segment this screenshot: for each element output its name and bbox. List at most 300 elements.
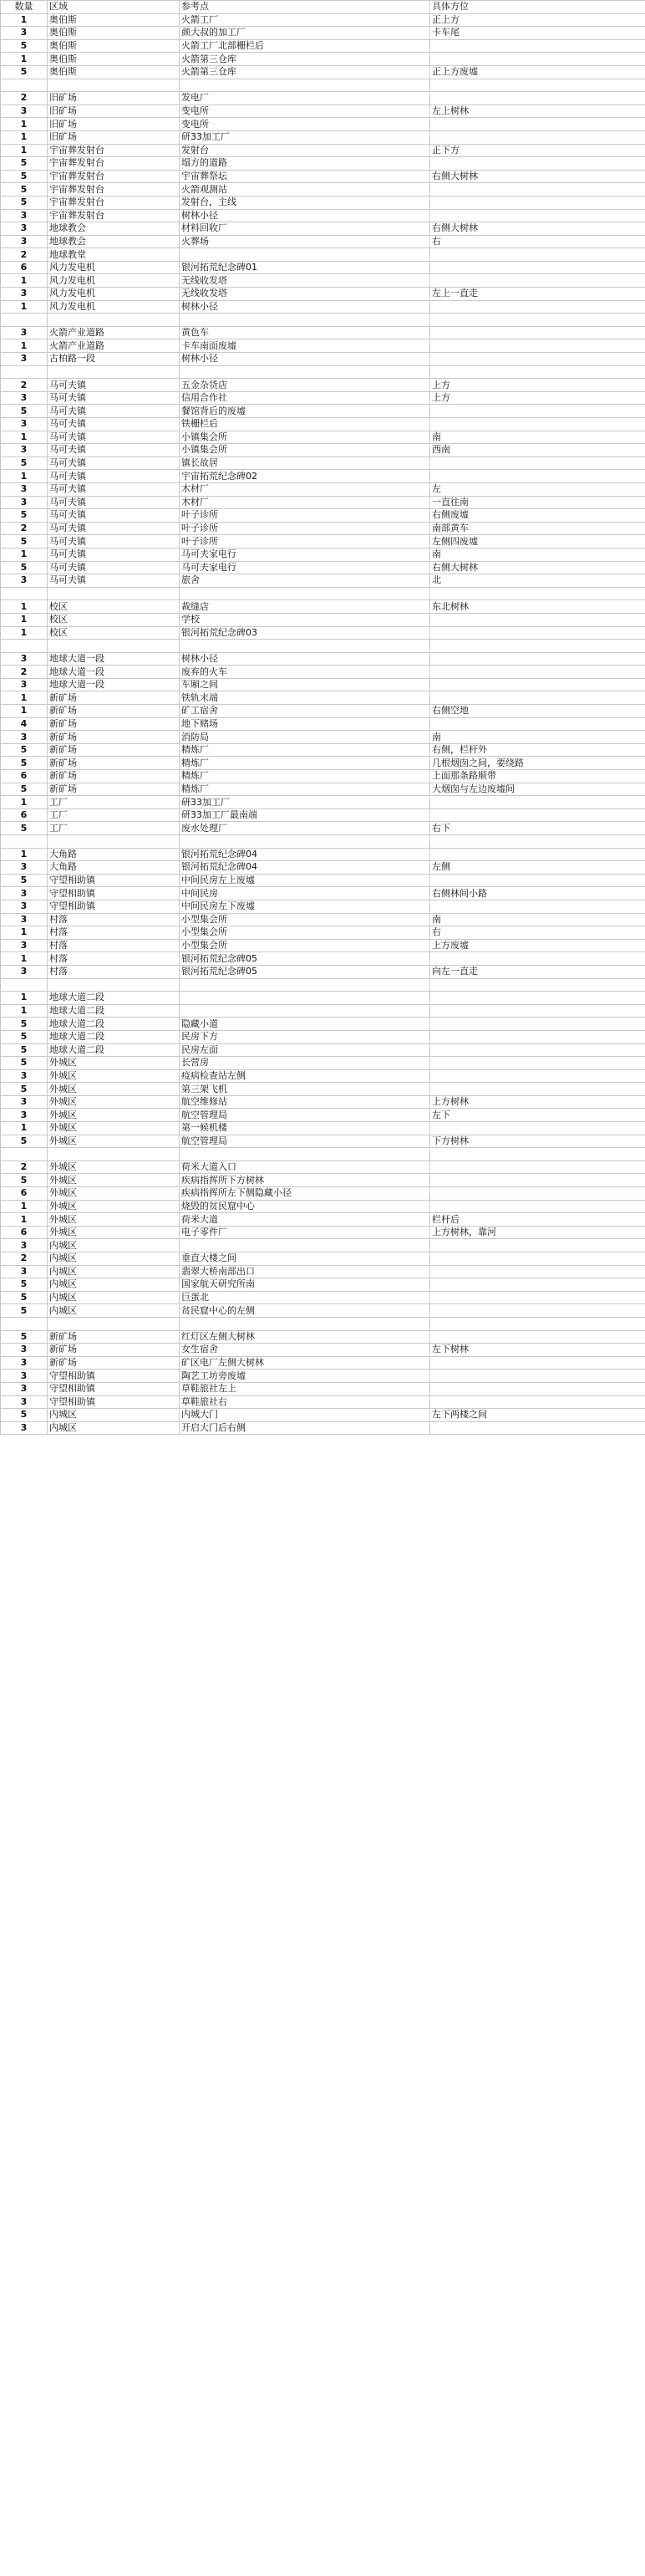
cell-area: 马可夫镇 xyxy=(48,574,180,588)
cell-direction xyxy=(430,678,645,691)
cell-area: 风力发电机 xyxy=(48,261,180,274)
cell-quantity: 5 xyxy=(1,509,48,523)
cell-reference-point: 地下赌场 xyxy=(180,717,430,731)
cell-reference-point: 小镇集会所 xyxy=(180,431,430,444)
cell-area: 新矿场 xyxy=(48,691,180,705)
cell-area: 外城区 xyxy=(48,1135,180,1148)
cell-area: 地球大道一段 xyxy=(48,666,180,679)
cell-reference-point: 民房下方 xyxy=(180,1030,430,1043)
cell-reference-point: 铁轨末端 xyxy=(180,691,430,705)
cell-direction xyxy=(430,1069,645,1083)
table-row xyxy=(1,548,645,561)
cell-area: 旧矿场 xyxy=(48,105,180,118)
cell-direction xyxy=(430,992,645,1005)
cell-quantity: 5 xyxy=(1,743,48,757)
cell-direction: 正上方废墟 xyxy=(430,65,645,79)
cell-area: 马可夫镇 xyxy=(48,379,180,392)
cell-area: 工厂 xyxy=(48,809,180,822)
cell-quantity xyxy=(1,640,48,653)
cell-reference-point xyxy=(180,248,430,262)
cell-area: 马可夫镇 xyxy=(48,405,180,418)
table-row xyxy=(1,1213,645,1227)
cell-quantity: 1 xyxy=(1,300,48,314)
cell-area: 风力发电机 xyxy=(48,288,180,301)
cell-area xyxy=(48,314,180,327)
cell-area: 新矿场 xyxy=(48,1356,180,1370)
cell-direction xyxy=(430,118,645,131)
cell-quantity: 5 xyxy=(1,1030,48,1043)
cell-area: 内城区 xyxy=(48,1409,180,1422)
table-row xyxy=(1,1095,645,1109)
cell-quantity: 3 xyxy=(1,391,48,405)
cell-direction: 左 xyxy=(430,482,645,496)
table-row xyxy=(1,339,645,353)
cell-area: 宇宙葬发射台 xyxy=(48,209,180,222)
cell-area: 守望相助镇 xyxy=(48,887,180,900)
cell-reference-point: 小型集会所 xyxy=(180,939,430,952)
cell-reference-point: 火箭第三仓库 xyxy=(180,53,430,66)
table-row xyxy=(1,874,645,887)
cell-reference-point: 银河拓荒纪念碑03 xyxy=(180,626,430,640)
table-row xyxy=(1,92,645,105)
table-row xyxy=(1,1265,645,1278)
cell-area: 村落 xyxy=(48,952,180,966)
cell-direction: 右侧废墟 xyxy=(430,509,645,523)
cell-area: 校区 xyxy=(48,613,180,626)
cell-area: 奥伯斯 xyxy=(48,27,180,40)
cell-area: 外城区 xyxy=(48,1109,180,1122)
cell-reference-point: 变电所 xyxy=(180,118,430,131)
cell-direction: 上方废墟 xyxy=(430,939,645,952)
table-row xyxy=(1,1200,645,1213)
cell-area: 村落 xyxy=(48,965,180,978)
table-row xyxy=(1,431,645,444)
cell-direction xyxy=(430,666,645,679)
cell-direction: 大烟囱与左边废墟间 xyxy=(430,783,645,796)
table-row xyxy=(1,1395,645,1409)
cell-quantity: 3 xyxy=(1,27,48,40)
cell-direction: 右侧，栏杆外 xyxy=(430,743,645,757)
cell-direction: 南部黄车 xyxy=(430,522,645,535)
cell-reference-point: 发射台，主线 xyxy=(180,196,430,209)
table-row xyxy=(1,1421,645,1435)
table-row xyxy=(1,1109,645,1122)
cell-quantity: 3 xyxy=(1,731,48,744)
table-row xyxy=(1,105,645,118)
cell-quantity: 1 xyxy=(1,796,48,809)
cell-area: 大角路 xyxy=(48,848,180,861)
cell-area xyxy=(48,365,180,379)
table-row xyxy=(1,27,645,40)
cell-reference-point: 陶艺工坊旁废墟 xyxy=(180,1370,430,1383)
cell-direction xyxy=(430,1421,645,1435)
cell-direction: 卡车尾 xyxy=(430,27,645,40)
table-row xyxy=(1,1252,645,1266)
table-row xyxy=(1,1370,645,1383)
cell-reference-point: 火箭工厂北部栅栏后 xyxy=(180,39,430,53)
table-row xyxy=(1,848,645,861)
cell-direction xyxy=(430,809,645,822)
cell-reference-point: 材料回收厂 xyxy=(180,222,430,236)
table-row xyxy=(1,457,645,470)
cell-quantity: 2 xyxy=(1,1160,48,1174)
cell-area: 外城区 xyxy=(48,1160,180,1174)
table-row xyxy=(1,1291,645,1304)
cell-area: 马可夫镇 xyxy=(48,548,180,561)
cell-area: 新矿场 xyxy=(48,731,180,744)
cell-direction xyxy=(430,1030,645,1043)
cell-reference-point: 消防局 xyxy=(180,731,430,744)
table-row xyxy=(1,1004,645,1018)
table-row xyxy=(1,1317,645,1330)
cell-area: 守望相助镇 xyxy=(48,900,180,913)
cell-quantity: 3 xyxy=(1,1069,48,1083)
cell-area: 新矿场 xyxy=(48,757,180,770)
cell-quantity: 1 xyxy=(1,691,48,705)
cell-area: 村落 xyxy=(48,939,180,952)
cell-reference-point: 民房左面 xyxy=(180,1043,430,1057)
cell-quantity: 5 xyxy=(1,535,48,548)
cell-reference-point: 垂直大楼之间 xyxy=(180,1252,430,1266)
cell-quantity: 1 xyxy=(1,1122,48,1135)
cell-area xyxy=(48,978,180,992)
cell-quantity: 3 xyxy=(1,1095,48,1109)
cell-reference-point: 裁缝店 xyxy=(180,600,430,614)
cell-area: 守望相助镇 xyxy=(48,1382,180,1395)
cell-area: 内城区 xyxy=(48,1252,180,1266)
cell-reference-point: 精炼厂 xyxy=(180,770,430,783)
cell-area: 地球教会 xyxy=(48,235,180,248)
cell-area: 古柏路一段 xyxy=(48,353,180,366)
cell-reference-point: 第一候机楼 xyxy=(180,1122,430,1135)
cell-direction: 栏杆后 xyxy=(430,1213,645,1227)
cell-direction xyxy=(430,314,645,327)
cell-reference-point xyxy=(180,1239,430,1252)
cell-quantity: 6 xyxy=(1,809,48,822)
cell-area: 奥伯斯 xyxy=(48,39,180,53)
cell-direction: 一直往南 xyxy=(430,496,645,509)
table-row xyxy=(1,248,645,262)
cell-quantity: 1 xyxy=(1,144,48,157)
cell-direction xyxy=(430,796,645,809)
cell-direction: 南 xyxy=(430,548,645,561)
cell-direction xyxy=(430,92,645,105)
cell-reference-point: 国家航天研究所南 xyxy=(180,1278,430,1292)
cell-direction: 南 xyxy=(430,731,645,744)
cell-area xyxy=(48,835,180,849)
cell-quantity: 3 xyxy=(1,288,48,301)
cell-area: 马可夫镇 xyxy=(48,482,180,496)
cell-direction xyxy=(430,339,645,353)
cell-direction xyxy=(430,1004,645,1018)
table-row xyxy=(1,79,645,92)
cell-area: 奥伯斯 xyxy=(48,53,180,66)
table-row xyxy=(1,235,645,248)
table-row xyxy=(1,379,645,392)
cell-area: 守望相助镇 xyxy=(48,1370,180,1383)
cell-reference-point: 矿区电厂左侧大树林 xyxy=(180,1356,430,1370)
cell-quantity: 3 xyxy=(1,482,48,496)
table-body xyxy=(1,1,645,1435)
cell-area: 外城区 xyxy=(48,1069,180,1083)
cell-quantity: 1 xyxy=(1,118,48,131)
cell-quantity: 3 xyxy=(1,861,48,875)
table-row xyxy=(1,678,645,691)
cell-quantity: 3 xyxy=(1,887,48,900)
cell-direction: 右侧空地 xyxy=(430,705,645,718)
cell-quantity: 5 xyxy=(1,1018,48,1031)
cell-quantity xyxy=(1,79,48,92)
cell-reference-point: 废弃的火车 xyxy=(180,666,430,679)
table-row xyxy=(1,65,645,79)
cell-direction xyxy=(430,1395,645,1409)
cell-quantity: 5 xyxy=(1,561,48,574)
table-row xyxy=(1,444,645,457)
table-row xyxy=(1,1187,645,1201)
cell-direction xyxy=(430,326,645,339)
cell-area: 内城区 xyxy=(48,1291,180,1304)
table-row xyxy=(1,770,645,783)
cell-quantity: 3 xyxy=(1,1370,48,1383)
cell-reference-point: 塌方的道路 xyxy=(180,157,430,171)
header-row xyxy=(1,1,645,14)
cell-reference-point: 航空维修站 xyxy=(180,1095,430,1109)
cell-direction xyxy=(430,79,645,92)
cell-reference-point: 卡车南面废墟 xyxy=(180,339,430,353)
cell-quantity: 1 xyxy=(1,470,48,483)
cell-quantity: 1 xyxy=(1,613,48,626)
cell-direction: 右侧大树林 xyxy=(430,561,645,574)
cell-direction: 左下两楼之间 xyxy=(430,1409,645,1422)
cell-quantity: 5 xyxy=(1,1409,48,1422)
cell-direction xyxy=(430,405,645,418)
cell-quantity: 5 xyxy=(1,405,48,418)
table-row xyxy=(1,666,645,679)
table-row xyxy=(1,835,645,849)
cell-quantity: 6 xyxy=(1,1187,48,1201)
cell-reference-point: 第三架飞机 xyxy=(180,1083,430,1096)
cell-reference-point: 烧毁的贫民窟中心 xyxy=(180,1200,430,1213)
cell-area: 地球教堂 xyxy=(48,248,180,262)
cell-direction xyxy=(430,978,645,992)
cell-direction xyxy=(430,691,645,705)
cell-reference-point: 火葬场 xyxy=(180,235,430,248)
cell-quantity: 3 xyxy=(1,652,48,666)
cell-direction xyxy=(430,652,645,666)
cell-reference-point: 疾病指挥所左下侧隐藏小径 xyxy=(180,1187,430,1201)
cell-reference-point: 木材厂 xyxy=(180,482,430,496)
cell-direction xyxy=(430,1265,645,1278)
cell-area: 地球大道二段 xyxy=(48,1043,180,1057)
table-row xyxy=(1,314,645,327)
table-row xyxy=(1,652,645,666)
cell-direction xyxy=(430,900,645,913)
table-row xyxy=(1,391,645,405)
cell-area: 外城区 xyxy=(48,1095,180,1109)
cell-quantity xyxy=(1,314,48,327)
cell-reference-point: 长营房 xyxy=(180,1057,430,1070)
cell-direction xyxy=(430,157,645,171)
cell-direction: 正上方 xyxy=(430,13,645,27)
cell-direction xyxy=(430,1043,645,1057)
table-row xyxy=(1,861,645,875)
cell-reference-point: 荷米大道入口 xyxy=(180,1160,430,1174)
cell-area: 新矿场 xyxy=(48,705,180,718)
table-row xyxy=(1,705,645,718)
cell-reference-point: 中间民房左下废墟 xyxy=(180,900,430,913)
cell-reference-point: 小镇集会所 xyxy=(180,444,430,457)
table-row xyxy=(1,1382,645,1395)
table-row xyxy=(1,130,645,144)
table-row xyxy=(1,978,645,992)
cell-quantity: 1 xyxy=(1,1004,48,1018)
cell-area: 村落 xyxy=(48,913,180,926)
table-row xyxy=(1,405,645,418)
header-direction: 具体方位 xyxy=(430,1,645,14)
cell-reference-point: 叶子诊所 xyxy=(180,522,430,535)
cell-area: 宇宙葬发射台 xyxy=(48,170,180,183)
cell-area: 风力发电机 xyxy=(48,274,180,288)
cell-reference-point: 马可夫家电行 xyxy=(180,548,430,561)
cell-quantity: 3 xyxy=(1,222,48,236)
cell-direction: 上方树林，靠河 xyxy=(430,1226,645,1239)
cell-reference-point: 小型集会所 xyxy=(180,913,430,926)
cell-reference-point: 荷米大道 xyxy=(180,1213,430,1227)
cell-area: 外城区 xyxy=(48,1174,180,1187)
cell-quantity: 5 xyxy=(1,1057,48,1070)
cell-quantity: 6 xyxy=(1,770,48,783)
cell-quantity xyxy=(1,978,48,992)
cell-quantity: 1 xyxy=(1,992,48,1005)
table-row xyxy=(1,261,645,274)
cell-direction xyxy=(430,1252,645,1266)
cell-quantity: 5 xyxy=(1,1304,48,1318)
cell-area: 马可夫镇 xyxy=(48,457,180,470)
cell-direction: 西南 xyxy=(430,444,645,457)
table-row xyxy=(1,965,645,978)
cell-direction xyxy=(430,470,645,483)
cell-quantity: 5 xyxy=(1,757,48,770)
cell-area xyxy=(48,1317,180,1330)
cell-quantity: 5 xyxy=(1,1291,48,1304)
cell-quantity: 5 xyxy=(1,457,48,470)
table-row xyxy=(1,170,645,183)
cell-direction xyxy=(430,1083,645,1096)
cell-quantity: 3 xyxy=(1,1344,48,1357)
table-row xyxy=(1,183,645,196)
cell-reference-point: 信用合作社 xyxy=(180,391,430,405)
cell-direction xyxy=(430,613,645,626)
table-row xyxy=(1,274,645,288)
cell-area: 宇宙葬发射台 xyxy=(48,196,180,209)
table-row xyxy=(1,1018,645,1031)
table-row xyxy=(1,1344,645,1357)
table-row xyxy=(1,574,645,588)
table-row xyxy=(1,300,645,314)
cell-area: 风力发电机 xyxy=(48,300,180,314)
cell-reference-point: 精炼厂 xyxy=(180,757,430,770)
cell-reference-point: 电子零件厂 xyxy=(180,1226,430,1239)
cell-quantity: 3 xyxy=(1,1109,48,1122)
cell-area xyxy=(48,79,180,92)
table-row xyxy=(1,1043,645,1057)
cell-direction: 上方 xyxy=(430,391,645,405)
table-row xyxy=(1,640,645,653)
table-row xyxy=(1,288,645,301)
table-row xyxy=(1,1122,645,1135)
cell-area: 马可夫镇 xyxy=(48,535,180,548)
cell-area xyxy=(48,640,180,653)
table-row xyxy=(1,887,645,900)
cell-quantity: 1 xyxy=(1,339,48,353)
table-row xyxy=(1,470,645,483)
table-row xyxy=(1,1030,645,1043)
cell-reference-point: 草鞋旅社右 xyxy=(180,1395,430,1409)
table-row xyxy=(1,626,645,640)
cell-area: 内城区 xyxy=(48,1265,180,1278)
cell-reference-point: 无线收发塔 xyxy=(180,288,430,301)
cell-quantity: 3 xyxy=(1,574,48,588)
cell-reference-point: 疾病指挥所下方树林 xyxy=(180,1174,430,1187)
cell-reference-point: 宇宙拓荒纪念碑02 xyxy=(180,470,430,483)
table-row xyxy=(1,600,645,614)
cell-direction: 左上树林 xyxy=(430,105,645,118)
cell-reference-point: 颜大叔的加工厂 xyxy=(180,27,430,40)
table-row xyxy=(1,731,645,744)
cell-reference-point: 黄色车 xyxy=(180,326,430,339)
cell-direction xyxy=(430,1317,645,1330)
cell-quantity: 5 xyxy=(1,874,48,887)
cell-reference-point: 叶子诊所 xyxy=(180,535,430,548)
cell-reference-point xyxy=(180,835,430,849)
cell-area: 外城区 xyxy=(48,1057,180,1070)
cell-area: 内城区 xyxy=(48,1304,180,1318)
cell-direction xyxy=(430,1174,645,1187)
cell-quantity: 1 xyxy=(1,705,48,718)
table-row xyxy=(1,1148,645,1161)
cell-reference-point: 无线收发塔 xyxy=(180,274,430,288)
cell-quantity: 3 xyxy=(1,1356,48,1370)
cell-area: 新矿场 xyxy=(48,717,180,731)
cell-quantity xyxy=(1,587,48,600)
table-row xyxy=(1,118,645,131)
cell-reference-point: 火箭第三仓库 xyxy=(180,65,430,79)
header-quantity: 数量 xyxy=(1,1,48,14)
cell-direction xyxy=(430,835,645,849)
cell-reference-point: 航空管理局 xyxy=(180,1135,430,1148)
table-row xyxy=(1,822,645,835)
cell-quantity: 3 xyxy=(1,326,48,339)
table-row xyxy=(1,900,645,913)
cell-quantity: 5 xyxy=(1,1043,48,1057)
table-row xyxy=(1,1135,645,1148)
cell-reference-point: 铁栅栏后 xyxy=(180,418,430,431)
cell-reference-point: 疫病检查站左侧 xyxy=(180,1069,430,1083)
cell-reference-point: 开启大门后右侧 xyxy=(180,1421,430,1435)
cell-direction: 右侧大树林 xyxy=(430,222,645,236)
cell-area: 马可夫镇 xyxy=(48,418,180,431)
cell-reference-point: 贫民窟中心的左侧 xyxy=(180,1304,430,1318)
table-row xyxy=(1,418,645,431)
cell-area: 宇宙葬发射台 xyxy=(48,144,180,157)
cell-quantity: 5 xyxy=(1,1174,48,1187)
cell-area: 内城区 xyxy=(48,1421,180,1435)
cell-area: 地球大道一段 xyxy=(48,652,180,666)
cell-direction xyxy=(430,1239,645,1252)
cell-direction xyxy=(430,183,645,196)
table-row xyxy=(1,1057,645,1070)
cell-quantity xyxy=(1,835,48,849)
